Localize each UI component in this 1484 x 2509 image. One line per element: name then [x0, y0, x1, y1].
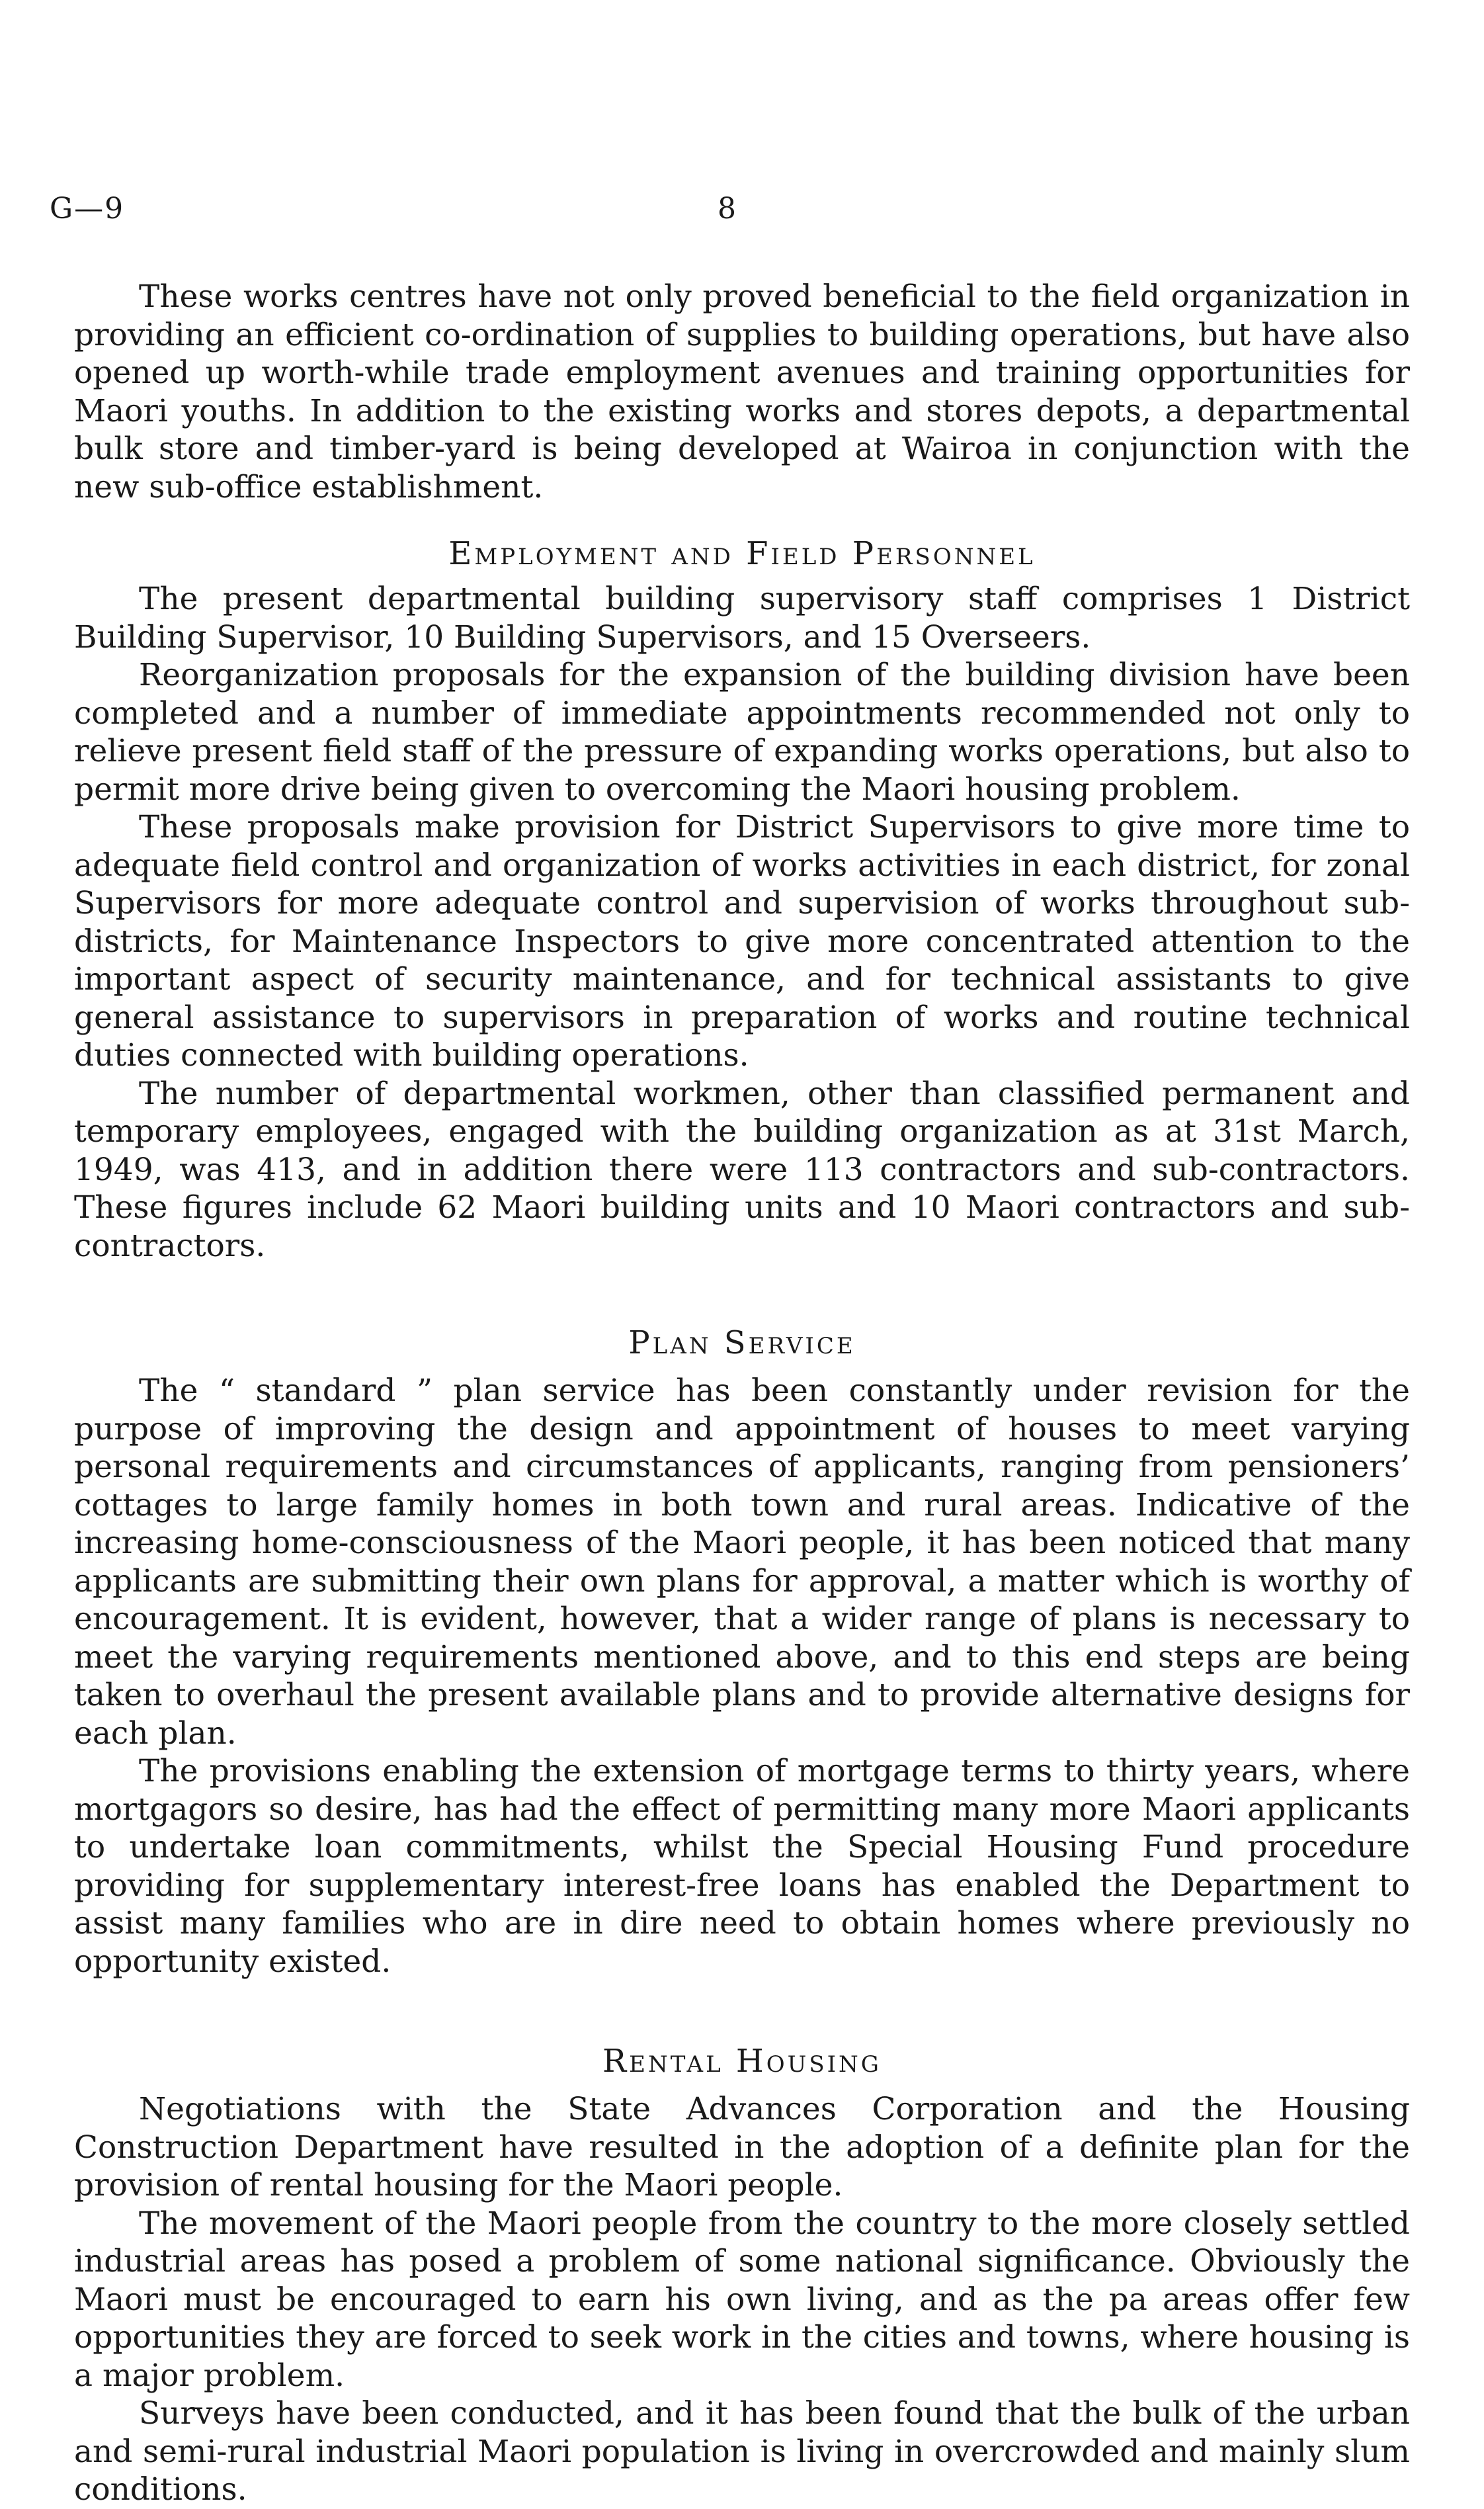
page-body — [74, 278, 1410, 2509]
paragraph: Surveys have been conducted, and it has been found that the bulk of the urban and semi-rural industrial Maori population is living in overcrowded and mainly slum conditions. — [74, 2395, 1410, 2508]
paragraph: The present departmental building supervisory staff comprises 1 District Building Supervisor, 10 Building Supervisors, and 15 Overseers. — [74, 581, 1410, 656]
document-reference: G—9 — [50, 192, 125, 226]
paragraph: These proposals make provision for District Supervisors to give more time to adequate field control and organization of works activities in each district, for zonal Supervisors for more adequate control and supervision of works throughout sub-districts, for Maintenance Inspectors to give more concentrated attention to the important aspect of security maintenance, and for technical assistants to give general assistance to supervisors in preparation of works and routine technical duties connected with building operations. — [74, 809, 1410, 1074]
section-heading-employment: Employment and Field Personnel — [448, 535, 1036, 572]
section-heading-rental-housing: Rental Housing — [602, 2043, 882, 2080]
paragraph: The number of departmental workmen, other than classified permanent and temporary employees, engaged with the building organization as at 31st March, 1949, was 413, and in addition there were 113 contractors and sub-contractors. These figures include 62 Maori building units and 10 Maori contractors and sub-contractors. — [74, 1075, 1410, 1264]
paragraph: The movement of the Maori people from the country to the more closely settled industrial areas has posed a problem of some national significance. Obviously the Maori must be encouraged to earn his own living, and as the pa areas offer few opportunities they are forced to seek work in the cities and towns, where housing is a major problem. — [74, 2205, 1410, 2394]
section-heading-plan-service: Plan Service — [628, 1324, 856, 1361]
intro-paragraph: These works centres have not only proved beneficial to the field organization in providing an efficient co-ordination of supplies to building operations, but have also opened up worth-while trade employment avenues and training opportunities for Maori youths. In addition to the existing works and stores depots, a departmental bulk store and timber-yard is being developed at Wairoa in conjunction with the new sub-office establishment. — [74, 278, 1410, 505]
page-header — [50, 192, 1379, 232]
paragraph: Reorganization proposals for the expansion of the building division have been completed and a number of immediate appointments recommended not only to relieve present field staff of the pressure of expanding works operations, but also to permit more drive being given to overcoming the Maori housing problem. — [74, 657, 1410, 808]
paragraph: The provisions enabling the extension of mortgage terms to thirty years, where mortgagors so desire, has had the effect of permitting many more Maori applicants to undertake loan commitments, whilst the Special Housing Fund procedure providing for supplementary interest-free loans has enabled the Department to assist many families who are in dire need to obtain homes where previously no opportunity existed. — [74, 1753, 1410, 1980]
paragraph: Negotiations with the State Advances Corporation and the Housing Construction Department have resulted in the adoption of a definite plan for the provision of rental housing for the Maori people. — [74, 2091, 1410, 2203]
page-number: 8 — [718, 192, 736, 226]
paragraph: The “ standard ” plan service has been constantly under revision for the purpose of improving the design and appointment of houses to meet varying personal requirements and circumstances of applicants, ranging from pensioners’ cottages to large family homes in both town and rural areas. Indicative of the increasing home-consciousness of the Maori people, it has been noticed that many applicants are submitting their own plans for approval, a matter which is worthy of encouragement. It is evident, however, that a wider range of plans is necessary to meet the varying requirements mentioned above, and to this end steps are being taken to overhaul the present available plans and to provide alternative designs for each plan. — [74, 1373, 1410, 1752]
